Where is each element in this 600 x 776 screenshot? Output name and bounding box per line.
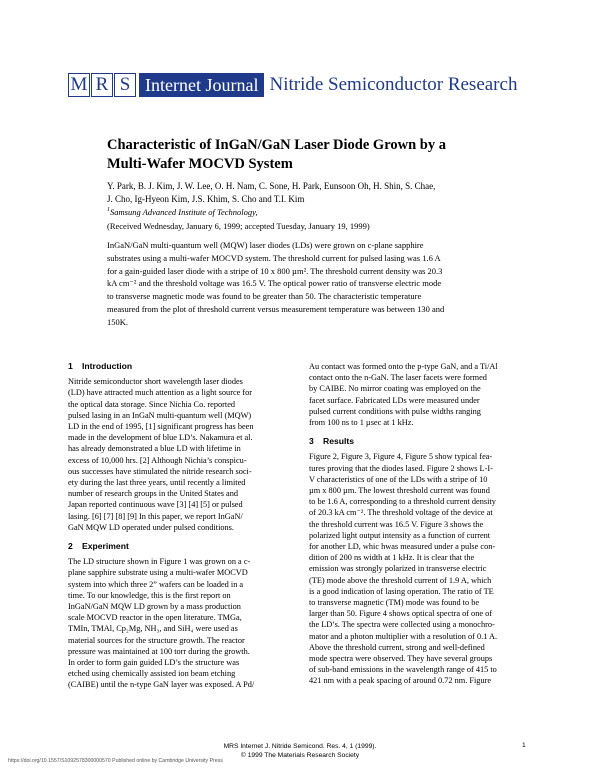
body-line: V characteristics of one of the LDs with a stripe of 10	[309, 474, 488, 484]
author-list	[107, 180, 527, 205]
affiliation	[107, 205, 258, 218]
masthead-journal: Internet Journal	[139, 73, 264, 97]
author-line: J. Cho, Ig-Hyeon Kim, J.S. Khim, S. Cho and T.I. Kim	[107, 193, 305, 204]
body-line: (CAIBE) until the n-type GaN layer was exposed. A Pd/	[68, 680, 255, 690]
abstract-line: to transverse magnetic mode was found to be greater than 50. The characteristic temperature	[107, 291, 422, 302]
body-line: number of research groups in the United States and	[68, 489, 239, 499]
section-number: 2	[68, 541, 73, 552]
body-line: Above the threshold current, strong and well-defined	[309, 642, 485, 652]
doi-link[interactable]: https://doi.org/10.1557/S1092578300000570 Published online by Cambridge University Press	[8, 758, 223, 764]
body-line: the LD’s. The spectra were collected using a monochro-	[309, 620, 495, 630]
body-line: 421 nm with a peak spacing of around 0.72 nm. Figure	[309, 676, 492, 686]
body-line: (LD) have attracted much attention as a light source for	[68, 388, 253, 398]
body-line: The LD structure shown in Figure 1 was grown on a c-	[68, 557, 251, 567]
body-line: pulsed lasing in an InGaN multi-quantum well (MQW)	[68, 410, 252, 420]
body-line: Japan reported continuous wave [3] [4] [5] or pulsed	[68, 500, 243, 510]
abstract-line: InGaN/GaN multi-quantum well (MQW) laser diodes (LDs) were grown on c-plane sapphire	[107, 240, 424, 250]
abstract-line: 150K.	[107, 316, 129, 327]
body-line: dition of 200 ns width at 1 kHz. It is clear that the	[309, 553, 475, 563]
abstract	[107, 239, 503, 329]
footer-copyright: © 1999 The Materials Research Society	[240, 752, 360, 759]
section-title: Introduction	[82, 361, 133, 371]
left-column	[68, 361, 300, 691]
body-line: µm x 800 µm. The lowest threshold current was found	[309, 486, 490, 496]
abstract-line: substrates using a multi-wafer MOCVD system. The threshold current for pulsed lasing was 1.6 A	[107, 252, 441, 263]
body-line: emission was strongly polarized in transverse electric	[309, 564, 487, 574]
body-line: In order to form gain guided LD’s the structure was	[68, 658, 240, 668]
section-number: 3	[309, 436, 314, 447]
abstract-line: for a gain-guided laser diode with a stripe of 10 x 800 µm². The threshold current density was 20.3	[107, 265, 443, 276]
body-line: mator and a photon multiplier with a resolution of 0.1 A.	[309, 631, 498, 641]
body-line: to transverse magnetic (TM) mode was found to be	[309, 598, 480, 608]
body-line: pressure was maintained at 100 torr during the growth.	[68, 646, 250, 656]
body-line: etched using chemically assisted ion beam etching	[68, 669, 236, 679]
body-line: time. To our knowledge, this is the first report on	[68, 590, 231, 600]
body-line: ety during the last three years, until recently a limited	[68, 478, 246, 488]
body-line: InGaN/GaN MQW LD grown by a mass production	[68, 602, 241, 612]
right-column	[309, 361, 532, 687]
body-line: Figure 2, Figure 3, Figure 4, Figure 5 show typical fea-	[309, 452, 493, 462]
affiliation-text: Samsung Advanced Institute of Technology,	[110, 206, 258, 217]
body-line: made in the development of blue LD’s. Nakamura et al.	[68, 433, 253, 443]
body-line: (TE) mode above the threshold current of 1.9 A, which	[309, 575, 492, 585]
footer-citation: MRS Internet J. Nitride Semicond. Res. 4, 1 (1999).	[223, 743, 377, 750]
body-line: excess of 10,000 hrs. [2] Although Nichia’s conspicu-	[68, 455, 247, 465]
masthead-letter-r: R	[91, 73, 113, 97]
body-line: of sub-band emissions in the wavelength range of 415 to	[309, 665, 497, 675]
page-number: 1	[522, 742, 526, 749]
body-line: GaN MQW LD operated under pulsed conditions.	[68, 522, 234, 532]
body-line: the threshold current was 16.5 V. Figure 3 shows the	[309, 519, 484, 529]
body-line: pulsed current conditions with pulse widths ranging	[309, 406, 481, 416]
body-line: lasing. [6] [7] [8] [9] In this paper, we report InGaN/	[68, 511, 243, 521]
affiliation-mark: 1	[107, 207, 110, 213]
body-line: for another LD, whic hwas measured under a pulse con-	[309, 542, 496, 552]
paper-title	[107, 136, 507, 174]
masthead-letter-s: S	[114, 73, 136, 97]
received-dates: (Received Wednesday, January 6, 1999; accepted Tuesday, January 19, 1999)	[107, 221, 370, 231]
section-title: Results	[323, 436, 355, 447]
section-heading-experiment	[68, 541, 300, 552]
body-line: facet surface. Fabricated LDs were measured under	[309, 395, 480, 405]
abstract-line: measured from the plot of threshold current versus measurement temperature was between 130 and	[107, 303, 445, 314]
journal-masthead	[68, 73, 517, 97]
body-line: LD in the end of 1995, [1] significant progress has been	[68, 422, 254, 432]
abstract-line: kA cm⁻² and the threshold voltage was 16.5 V. The optical power ratio of transverse electric mode	[107, 278, 442, 289]
body-line: to be 1.6 A, corresponding to a threshold current density	[309, 497, 496, 507]
body-line: has already demonstrated a blue LD with lifetime in	[68, 444, 241, 454]
body-line: from 100 ns to 1 µsec at 1 kHz.	[309, 418, 414, 428]
body-line: plane sapphire substrate using a multi-wafer MOCVD	[68, 568, 248, 578]
body-line: Nitride semiconductor short wavelength laser diodes	[68, 377, 243, 387]
paper-title-line: Multi-Wafer MOCVD System	[107, 156, 293, 172]
body-line: the optical data storage. Since Nichia Co. reported	[68, 399, 236, 409]
body-line: material sources for the structure growth. The reactor	[68, 635, 245, 645]
body-line: of 20.3 kA cm⁻². The threshold voltage of the device at	[309, 508, 493, 518]
author-line: Y. Park, B. J. Kim, J. W. Lee, O. H. Nam, C. Sone, H. Park, Eunsoon Oh, H. Shin, S. Chae,	[107, 181, 436, 191]
section-number: 1	[68, 361, 73, 371]
section-heading-results	[309, 436, 532, 447]
body-line: TMIn, TMAl, Cp₂Mg, NH₃, and SiH₄ were used as	[68, 624, 238, 634]
section-title: Experiment	[82, 541, 129, 552]
body-line: ous successes have stimulated the nitride research soci-	[68, 466, 252, 476]
body-line: scale MOCVD reactor in the open literature. TMGa,	[68, 613, 242, 623]
section-heading-introduction	[68, 361, 300, 372]
paper-title-line: Characteristic of InGaN/GaN Laser Diode Grown by a	[107, 137, 446, 153]
body-line: tures proving that the diodes lased. Figure 2 shows L-I-	[309, 463, 493, 473]
body-line: contact onto the n-GaN. The laser facets were formed	[309, 373, 487, 383]
body-line: larger than 50. Figure 4 shows optical spectra of one of	[309, 609, 493, 619]
masthead-letter-m: M	[68, 73, 90, 97]
body-line: is a good indication of lasing operation. The ratio of TE	[309, 586, 494, 596]
body-line: mode spectra were observed. They have several groups	[309, 654, 493, 664]
body-line: polarized light output intensity as a function of current	[309, 530, 491, 540]
body-line: Au contact was formed onto the p-type GaN, and a Ti/Al	[309, 362, 498, 371]
body-line: by CAIBE. No mirror coating was employed on the	[309, 384, 481, 394]
body-line: system into which three 2” wafers can be loaded in a	[68, 579, 244, 589]
masthead-field: Nitride Semiconductor Research	[269, 74, 518, 95]
